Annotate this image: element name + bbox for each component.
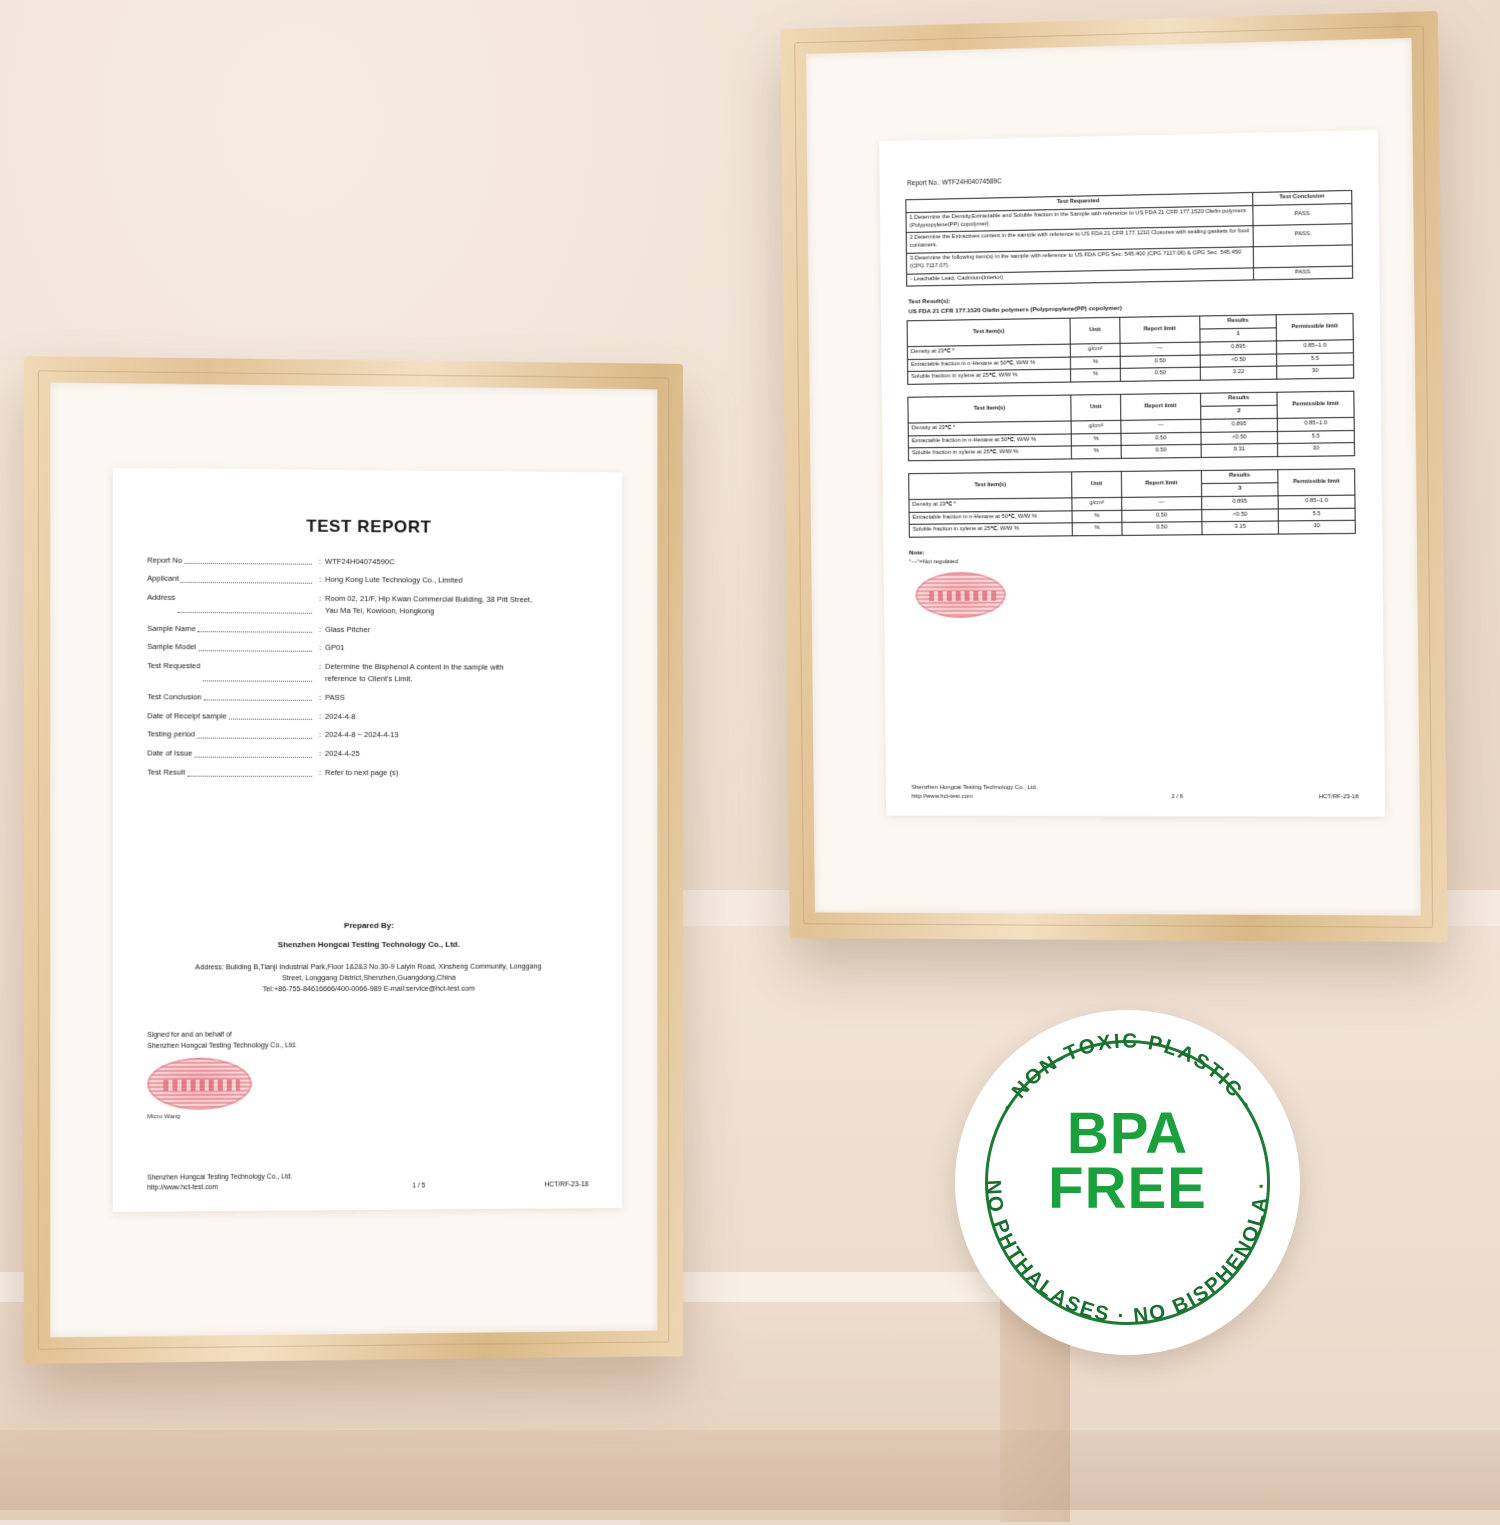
- cell-permissible-limit: 30: [1277, 365, 1354, 379]
- company-address-line1: Address: Building B,Tianji Industrial Park,Floor 1&2&3 No.30-9 Laiyin Road, Xinsheng Community, Longgang: [195, 961, 542, 972]
- signed-for-line1: Signed for and on behalf of: [147, 1031, 232, 1039]
- report-number: Report No.: WTF24H04074589C: [907, 178, 1002, 188]
- cell-result: 3.15: [1202, 521, 1279, 535]
- field-row: [147, 691, 588, 704]
- company-stamp-icon: [915, 572, 1006, 618]
- cell-report-limit: 0.50: [1121, 509, 1202, 523]
- field-colon: :: [318, 624, 322, 634]
- signatory-name: Micro Wang: [147, 1113, 181, 1121]
- cell-test-item: Density at 23℃ *: [909, 498, 1072, 512]
- column-header: Test Item(s): [908, 395, 1072, 423]
- page-number: 1 / 5: [412, 1182, 426, 1190]
- cell-test-item: Soluble fraction in xylene at 25℃, W/W %: [909, 523, 1072, 537]
- field-row: [147, 660, 588, 685]
- cell-result: <0.50: [1202, 509, 1279, 523]
- cell-test-item: Extractable fraction in n-Hexane at 50℃, W/W %: [908, 434, 1071, 449]
- dot-leader: [181, 574, 312, 584]
- column-header: Test Requested: [906, 192, 1253, 212]
- field-colon: :: [318, 575, 322, 585]
- cell-permissible-limit: 0.85~1.0: [1278, 495, 1355, 509]
- cell-permissible-limit: 5.5: [1277, 430, 1354, 444]
- cell-report-limit: —: [1120, 342, 1201, 356]
- cell-conclusion: [1253, 245, 1353, 268]
- company-stamp-icon: [147, 1057, 252, 1110]
- cell-report-limit: —: [1121, 496, 1202, 510]
- footer-company: Shenzhen Hongcai Testing Technology Co., Ltd.: [147, 1173, 293, 1182]
- field-label: Sample Name: [147, 623, 196, 633]
- cell-report-limit: 0.50: [1120, 368, 1201, 382]
- footer-company: Shenzhen Hongcai Testing Technology Co., Ltd.: [911, 784, 1038, 791]
- column-header: Unit: [1070, 317, 1119, 343]
- cell-conclusion: PASS: [1252, 203, 1352, 226]
- column-header: Report limit: [1121, 471, 1202, 498]
- prepared-by-label: Prepared By:: [344, 920, 394, 931]
- cell-unit: %: [1072, 446, 1121, 459]
- footer-form-code: HCT/RF-23-18: [1318, 794, 1359, 801]
- column-header: Report limit: [1119, 316, 1200, 343]
- test-requested-table: [905, 190, 1353, 287]
- cell-test-item: Density at 23℃ *: [907, 344, 1070, 359]
- cell-test-item: Extractable fraction in n-Hexane at 50℃, W/W %: [909, 511, 1072, 525]
- column-header: Results: [1201, 392, 1278, 406]
- document-page-1: [113, 468, 622, 1212]
- field-value: 2024-4-8: [325, 711, 356, 721]
- results-section-subtitle: US FDA 21 CFR 177.1520 Olefin polymers (Polypropylene(PP) copolymer): [908, 304, 1122, 316]
- field-value-line2: reference to Client's Limit.: [325, 673, 413, 683]
- badge-arc-bottom-text: NO PHTHALASES · NO BISPHENOLA ·: [981, 1179, 1274, 1328]
- result-table-2: [907, 391, 1355, 462]
- page-title: TEST REPORT: [306, 516, 432, 537]
- cell-permissible-limit: 30: [1278, 521, 1355, 535]
- cell-requirement: - Leachable Lead, Cadmium(interior): [907, 267, 1254, 286]
- cell-unit: %: [1071, 356, 1120, 370]
- field-colon: :: [318, 594, 322, 604]
- field-row: [147, 748, 588, 761]
- cell-report-limit: 0.50: [1120, 355, 1201, 369]
- dot-leader: [229, 710, 312, 719]
- field-label: Applicant: [147, 573, 179, 584]
- field-row: [147, 592, 588, 617]
- cell-unit: %: [1072, 510, 1121, 523]
- dot-leader: [198, 623, 312, 633]
- column-header: Report limit: [1120, 393, 1201, 420]
- picture-frame-right: [780, 11, 1447, 942]
- table-header-row: [907, 314, 1353, 334]
- cell-requirement: 2.Determine the Extractives content in the sample with reference to US FDA 21 CFR 177.1210 Closures with sealing gaskets for food containers.: [906, 226, 1253, 253]
- company-name: Shenzhen Hongcai Testing Technology Co., Ltd.: [277, 939, 460, 950]
- result-table-3: [908, 469, 1356, 538]
- cell-result: 0.895: [1202, 496, 1279, 510]
- field-colon: :: [318, 643, 322, 653]
- column-header: Permissible limit: [1277, 391, 1354, 418]
- field-row: [147, 573, 588, 587]
- column-header: Results: [1201, 470, 1278, 484]
- field-label: Test Conclusion: [147, 691, 202, 702]
- cell-test-item: Soluble fraction in xylene at 25℃, W/W %: [908, 446, 1071, 461]
- field-colon: :: [318, 768, 322, 778]
- cell-report-limit: 0.50: [1121, 432, 1202, 446]
- field-value: Room 02, 21/F, Hip Kwan Commercial Building, 38 Pitt Street,: [325, 594, 533, 605]
- cell-result: 3.22: [1200, 366, 1277, 380]
- cell-test-item: Density at 23℃ *: [908, 421, 1071, 436]
- dot-leader: [203, 691, 312, 700]
- field-row: [147, 767, 588, 779]
- result-index: 1: [1200, 328, 1277, 342]
- cell-permissible-limit: 0.85~1.0: [1277, 417, 1354, 431]
- field-row: [147, 710, 588, 723]
- cell-report-limit: 0.50: [1121, 522, 1202, 536]
- page-footer: [911, 784, 1358, 802]
- table-row: [909, 521, 1355, 538]
- result-table-1: [907, 313, 1355, 385]
- results-section-title: Test Result(s):: [908, 298, 951, 306]
- company-address-line2: Street, Longgang District,Shenzhen,Guangdong,China: [282, 972, 456, 983]
- cell-unit: g/cm³: [1071, 420, 1120, 433]
- stamp-text-bar: [163, 1080, 239, 1091]
- cell-result: 9.31: [1201, 444, 1278, 458]
- footer-website: http://www.hct-test.com: [911, 793, 973, 800]
- cell-conclusion: PASS: [1253, 224, 1353, 247]
- cell-unit: %: [1071, 369, 1120, 383]
- dot-leader: [194, 748, 312, 757]
- field-label: Sample Model: [147, 642, 197, 652]
- column-header: Permissible limit: [1276, 314, 1353, 341]
- cell-report-limit: —: [1120, 419, 1201, 433]
- cell-unit: g/cm³: [1072, 497, 1121, 510]
- cell-unit: %: [1073, 523, 1122, 536]
- field-colon: :: [318, 692, 322, 702]
- field-label: Address: [147, 592, 176, 603]
- cell-requirement: 1.Determine the Density,Extractable and Soluble fraction in the Sample with reference to US FDA 21 CFR 177.1520 Olefin polymers (Polypropylene(PP) copolymer).: [906, 205, 1253, 233]
- stamp-text-bar: [929, 590, 996, 600]
- field-label: Testing period: [147, 729, 195, 739]
- badge-arc-top-text: · NON-TOXIC PLASTIC ·: [996, 1029, 1259, 1117]
- cell-permissible-limit: 0.85~1.0: [1276, 339, 1353, 353]
- bpa-free-badge: [955, 1010, 1300, 1355]
- dot-leader: [177, 604, 312, 614]
- cell-result: 0.895: [1201, 418, 1278, 432]
- cell-unit: g/cm³: [1071, 343, 1120, 357]
- prepared-by-block: [113, 920, 622, 996]
- field-value: GP01: [325, 643, 345, 653]
- field-row: [147, 554, 588, 569]
- dot-leader: [198, 642, 312, 652]
- field-value: Refer to next page (s): [325, 768, 399, 778]
- cell-result: <0.50: [1200, 354, 1277, 368]
- cell-requirement: 3.Determine the following item(s) in the sample with reference to US FDA CPG Sec. 545.400 (CPG 7117.06) & CPG Sec. 545.450 (CPG 7117.07).: [906, 247, 1253, 274]
- cell-permissible-limit: 30: [1277, 443, 1354, 457]
- field-value: WTF24H04074590C: [325, 556, 395, 566]
- column-header: Test Item(s): [907, 318, 1071, 346]
- field-value: Determine the Bisphenol A content in the sample with: [325, 662, 504, 673]
- field-label: Test Requested: [147, 661, 201, 671]
- page-footer: [147, 1170, 588, 1194]
- field-row: [147, 729, 588, 742]
- field-value: Glass Pitcher: [325, 624, 371, 634]
- field-colon: :: [318, 730, 322, 740]
- field-value: 2024-4-25: [325, 749, 360, 759]
- column-header: Permissible limit: [1278, 469, 1355, 496]
- company-contact-line: Tel:+86-755-84616666/400-0066-989 E-mail:service@hct-test.com: [262, 983, 475, 994]
- footer-website: http://www.hct-test.com: [147, 1183, 219, 1192]
- result-index: 3: [1201, 483, 1278, 497]
- cell-conclusion: PASS: [1253, 266, 1352, 281]
- field-value: 2024-4-8 ~ 2024-4-13: [325, 730, 399, 740]
- column-header: Test Item(s): [909, 472, 1073, 499]
- test-conclusion-value: PASS: [325, 692, 345, 702]
- cell-permissible-limit: 5.5: [1277, 352, 1354, 366]
- cell-permissible-limit: 5.5: [1278, 508, 1355, 522]
- badge-main-text: [955, 1101, 1300, 1222]
- table-header-row: [909, 469, 1355, 487]
- field-row: [147, 622, 588, 636]
- document-page-2: [879, 130, 1385, 817]
- badge-line-free: FREE: [1048, 1156, 1207, 1222]
- field-colon: :: [318, 711, 322, 721]
- picture-frame-left: [24, 356, 683, 1364]
- floor-shadow: [0, 1430, 1500, 1510]
- column-header: Results: [1200, 315, 1277, 329]
- cell-test-item: Soluble fraction in xylene at 25℃, W/W %: [908, 369, 1071, 384]
- cell-result: 0.895: [1200, 341, 1277, 355]
- field-label: Date of Issue: [147, 748, 193, 758]
- note-label: Note:: [908, 549, 925, 557]
- cell-report-limit: 0.50: [1121, 445, 1202, 459]
- field-row: [147, 641, 588, 655]
- field-value-line2: Yau Ma Tei, Kowloon, Hongkong: [325, 605, 435, 616]
- column-header: Unit: [1071, 395, 1120, 421]
- table-header-row: [908, 391, 1354, 410]
- dot-leader: [202, 672, 312, 681]
- signature-block: [147, 1030, 297, 1121]
- badge-line-bpa: BPA: [1066, 1101, 1189, 1166]
- column-header: Test Conclusion: [1252, 190, 1351, 205]
- field-colon: :: [318, 749, 322, 759]
- dot-leader: [197, 729, 312, 738]
- cell-result: <0.50: [1201, 431, 1278, 445]
- field-label: Date of Receipt sample: [147, 710, 227, 721]
- field-label: Report No: [147, 554, 183, 565]
- page-number: 2 / 6: [1171, 794, 1184, 801]
- field-label: Test Result: [147, 767, 186, 777]
- cell-test-item: Extractable fraction in n-Hexane at 50℃, W/W %: [907, 357, 1070, 372]
- dot-leader: [184, 555, 312, 565]
- result-index: 2: [1201, 405, 1278, 419]
- field-value: Hong Kong Lute Technology Co., Limited: [325, 575, 463, 586]
- footer-form-code: HCT/RF-23-18: [544, 1181, 589, 1189]
- dot-leader: [187, 767, 312, 776]
- signed-for-line2: Shenzhen Hongcai Testing Technology Co., Ltd.: [147, 1041, 297, 1050]
- field-colon: :: [318, 662, 322, 672]
- column-header: Unit: [1072, 472, 1121, 498]
- cell-unit: %: [1072, 433, 1121, 446]
- field-colon: :: [318, 556, 322, 566]
- note-text: "—"=Not regulated: [909, 558, 959, 566]
